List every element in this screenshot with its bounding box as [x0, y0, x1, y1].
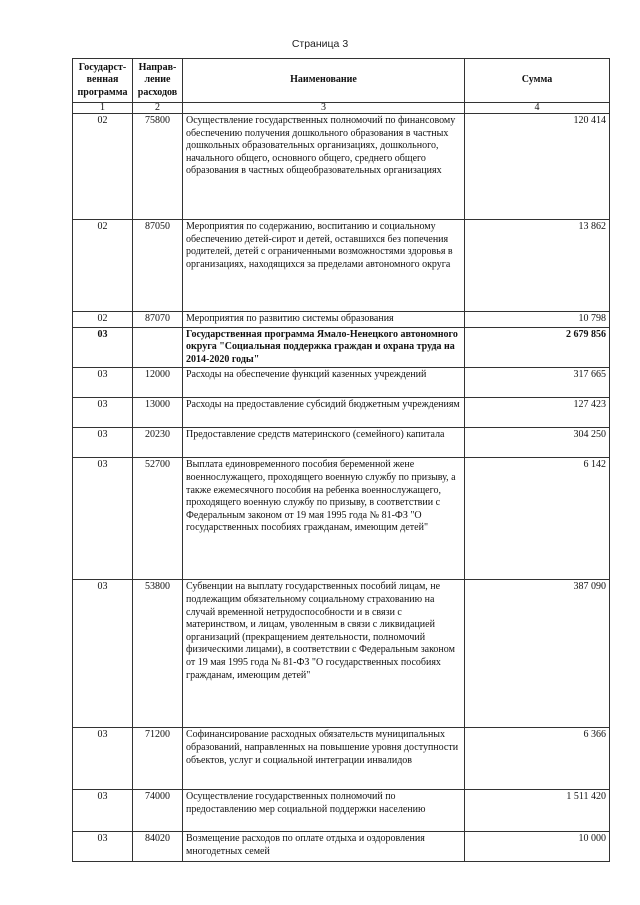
- budget-table: [72, 58, 610, 862]
- direction-code: 20230: [133, 428, 183, 458]
- program-code: 03: [73, 327, 133, 368]
- direction-code: 52700: [133, 458, 183, 580]
- direction-code: 12000: [133, 368, 183, 398]
- direction-code: 13000: [133, 398, 183, 428]
- direction-code: 71200: [133, 728, 183, 790]
- row-name: Мероприятия по развитию системы образования: [183, 312, 465, 328]
- program-code: 03: [73, 790, 133, 832]
- row-sum: 304 250: [465, 428, 610, 458]
- header-sum: Сумма: [465, 59, 610, 103]
- row-name: Осуществление государственных полномочий по предоставлению мер социальной поддержки населению: [183, 790, 465, 832]
- program-code: 03: [73, 728, 133, 790]
- direction-code: [133, 327, 183, 368]
- row-name: Расходы на обеспечение функций казенных учреждений: [183, 368, 465, 398]
- table-row: [73, 312, 610, 328]
- program-code: 03: [73, 398, 133, 428]
- row-name: Возмещение расходов по оплате отдыха и оздоровления многодетных семей: [183, 832, 465, 862]
- table-row: [73, 428, 610, 458]
- row-sum: 1 511 420: [465, 790, 610, 832]
- row-sum: 317 665: [465, 368, 610, 398]
- program-code: 02: [73, 114, 133, 220]
- row-sum: 6 142: [465, 458, 610, 580]
- table-row: [73, 458, 610, 580]
- program-code: 03: [73, 458, 133, 580]
- direction-code: 53800: [133, 580, 183, 728]
- program-code: 02: [73, 220, 133, 312]
- program-code: 03: [73, 580, 133, 728]
- program-code: 03: [73, 428, 133, 458]
- header-direction: Направ- ление расходов: [133, 59, 183, 103]
- row-name: Мероприятия по содержанию, воспитанию и социальному обеспечению детей-сирот и детей, оставшихся без попечения родителей, детей с ограниченными возможностями здоровья в организациях, находящихся за пределами автономного округа: [183, 220, 465, 312]
- table-row: [73, 580, 610, 728]
- page-number-label: Страница 3: [291, 38, 349, 50]
- table-row: [73, 832, 610, 862]
- table-row: [73, 790, 610, 832]
- table-row: [73, 368, 610, 398]
- column-number: 4: [465, 103, 610, 114]
- direction-code: 74000: [133, 790, 183, 832]
- direction-code: 87050: [133, 220, 183, 312]
- table-row: [73, 398, 610, 428]
- row-sum: 120 414: [465, 114, 610, 220]
- column-number: 3: [183, 103, 465, 114]
- program-code: 02: [73, 312, 133, 328]
- row-name: Расходы на предоставление субсидий бюджетным учреждениям: [183, 398, 465, 428]
- header-program: Государст- венная программа: [73, 59, 133, 103]
- header-name: Наименование: [183, 59, 465, 103]
- row-sum: 10 798: [465, 312, 610, 328]
- direction-code: 87070: [133, 312, 183, 328]
- row-name: Софинансирование расходных обязательств муниципальных образований, направленных на повышение уровня доступности объектов, услуг и социальной интеграции инвалидов: [183, 728, 465, 790]
- table-row-program-total: [73, 327, 610, 368]
- row-name: Государственная программа Ямало-Ненецкого автономного округа "Социальная поддержка граждан и охрана труда на 2014-2020 годы": [183, 327, 465, 368]
- table-header-row: [73, 59, 610, 103]
- row-sum: 127 423: [465, 398, 610, 428]
- row-name: Осуществление государственных полномочий по финансовому обеспечению получения дошкольного образования в частных дошкольных образовательных организациях, дошкольного, начального общего, основного общего, среднего общего образования в частных общеобразовательных организациях: [183, 114, 465, 220]
- row-sum: 13 862: [465, 220, 610, 312]
- table-row: [73, 728, 610, 790]
- table-row: [73, 220, 610, 312]
- row-name: Субвенции на выплату государственных пособий лицам, не подлежащим обязательному социальному страхованию на случай временной нетрудоспособности и в связи с материнством, и лицам, уволенным в связи с ликвидацией организаций (прекращением деятельности, полномочий физическими лицами), в соответствии с Федеральным законом от 19 мая 1995 года № 81-ФЗ "О государственных пособиях гражданам, имеющим детей": [183, 580, 465, 728]
- program-code: 03: [73, 368, 133, 398]
- row-name: Выплата единовременного пособия беременной жене военнослужащего, проходящего военную службу по призыву, а также ежемесячного пособия на ребенка военнослужащего, проходящего военную службу по призыву, в соответствии с Федеральным законом от 19 мая 1995 года № 81-ФЗ "О государственных пособиях гражданам, имеющим детей": [183, 458, 465, 580]
- column-number: 2: [133, 103, 183, 114]
- row-sum: 387 090: [465, 580, 610, 728]
- table-row: [73, 114, 610, 220]
- direction-code: 84020: [133, 832, 183, 862]
- column-number-row: [73, 103, 610, 114]
- column-number: 1: [73, 103, 133, 114]
- row-sum: 10 000: [465, 832, 610, 862]
- program-code: 03: [73, 832, 133, 862]
- row-sum: 6 366: [465, 728, 610, 790]
- direction-code: 75800: [133, 114, 183, 220]
- row-sum: 2 679 856: [465, 327, 610, 368]
- row-name: Предоставление средств материнского (семейного) капитала: [183, 428, 465, 458]
